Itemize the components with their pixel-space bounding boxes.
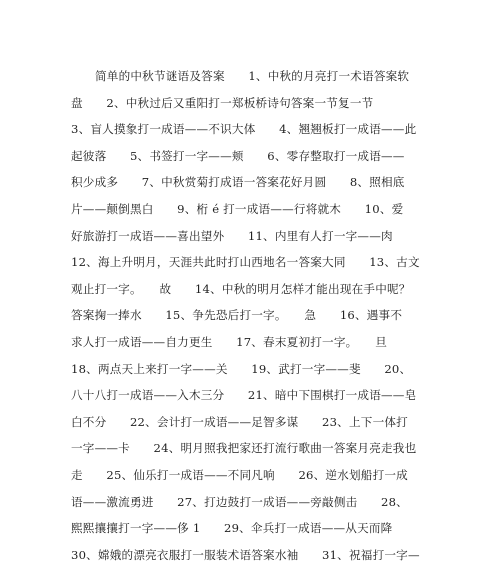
text-line: 盘 2、中秋过后又重阳打一郑板桥诗句答案一节复一节 [71, 95, 374, 110]
text-line: 观止打一字。 故 14、中秋的明月怎样才能出现在手中呢？ [71, 281, 411, 296]
text-line: 起彼落 5、书签打一字——颊 6、零存整取打一成语—— [71, 148, 405, 163]
text-line: 12、海上升明月，天涯共此时打山西地名一答案大同 13、古文 [71, 255, 420, 270]
text-line: 积少成多 7、中秋赏菊打成语一答案花好月圆 8、照相底 [71, 175, 405, 190]
text-line: 白不分 22、会计打一成语——足智多谋 23、上下一体打 [71, 414, 408, 429]
text-line: 18、两点天上来打一字——关 19、武打一字——斐 20、 [71, 361, 412, 376]
text-line: 片——颠倒黑白 9、桁 é 打一成语——行将就木 10、爱 [71, 201, 404, 216]
text-line: 语——激流勇进 27、打边鼓打一成语——旁敲侧击 28、 [71, 494, 408, 509]
text-line: 简单的中秋节谜语及答案 1、中秋的月亮打一术语答案软 [95, 69, 410, 83]
text-line: 答案掬一捧水 15、争先恐后打一字。 急 16、遇事不 [71, 308, 403, 323]
text-line: 一字——卡 24、明月照我把家还打流行歌曲一答案月亮走我也 [71, 441, 417, 456]
body-text [71, 63, 431, 568]
text-line: 3、盲人摸象打一成语——不识大体 4、翘翘板打一成语——此 [71, 122, 417, 137]
text-line: 熙熙攘攘打一字——侈 1 29、伞兵打一成语——从天而降 [71, 521, 393, 536]
text-line: 走 25、仙乐打一成语——不同凡响 26、逆水划船打一成 [71, 467, 408, 482]
text-line: 好旅游打一成语——喜出望外 11、内里有人打一字——肉 [71, 228, 393, 243]
text-line: 求人打一成语——自力更生 17、春末夏初打一字。 旦 [71, 334, 387, 349]
text-line: 八十八打一成语——入木三分 21、暗中下围棋打一成语——皂 [71, 388, 417, 403]
text-line: 30、嫦娥的漂亮衣服打一服装术语答案水袖 31、祝福打一字— [71, 547, 420, 562]
